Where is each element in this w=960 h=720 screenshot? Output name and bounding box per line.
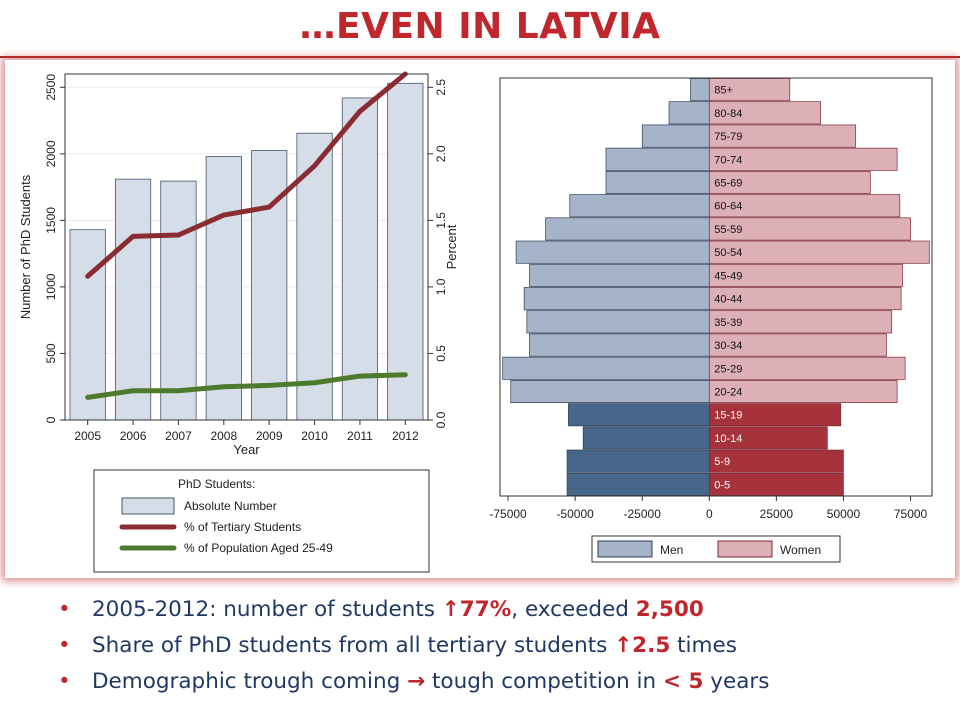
age-group-label: 75-79 bbox=[714, 131, 743, 144]
legend-label: Men bbox=[660, 543, 684, 557]
x-tick-label: 2005 bbox=[74, 429, 102, 443]
age-group-label: 15-19 bbox=[714, 409, 743, 422]
bullet-text: Demographic trough coming bbox=[92, 669, 408, 694]
age-group-label: 5-9 bbox=[714, 456, 731, 469]
x-tick-label: 75000 bbox=[893, 507, 928, 521]
age-group-label: 45-49 bbox=[714, 270, 743, 283]
y2-tick-label: 1.5 bbox=[434, 212, 448, 229]
population-pyramid-chart bbox=[482, 70, 937, 566]
bar-2008 bbox=[206, 157, 241, 420]
age-group-label: 55-59 bbox=[714, 223, 743, 236]
men-bar-75-79 bbox=[642, 125, 709, 147]
legend-title: PhD Students: bbox=[178, 477, 256, 491]
x-tick-label: 25000 bbox=[759, 507, 794, 521]
bullet-marker: • bbox=[58, 597, 71, 622]
y2-axis-label: Percent bbox=[444, 224, 459, 270]
bar-2012 bbox=[388, 83, 423, 420]
bullet-text: , exceeded bbox=[511, 597, 636, 622]
age-group-label: 25-29 bbox=[714, 363, 743, 376]
men-bar-15-19 bbox=[568, 404, 709, 426]
age-group-label: 10-14 bbox=[714, 432, 743, 445]
x-tick-label: 2011 bbox=[347, 429, 373, 443]
legend-label: % of Tertiary Students bbox=[184, 520, 302, 534]
y2-tick-label: 0.5 bbox=[434, 345, 448, 362]
men-bar-85+ bbox=[691, 78, 710, 100]
x-tick-label: 2008 bbox=[210, 429, 238, 443]
age-group-label: 35-39 bbox=[714, 316, 743, 329]
age-group-label: 65-69 bbox=[714, 177, 743, 190]
bullet-marker: • bbox=[58, 669, 71, 694]
bullet-marker: • bbox=[58, 633, 71, 658]
age-group-label: 0-5 bbox=[714, 479, 731, 492]
age-group-label: 30-34 bbox=[714, 340, 743, 353]
y-tick-label: 0 bbox=[44, 416, 58, 424]
bar-2011 bbox=[342, 98, 377, 420]
y2-tick-label: 2.0 bbox=[434, 145, 448, 163]
men-bar-20-24 bbox=[511, 380, 710, 402]
men-bar-55-59 bbox=[546, 218, 710, 240]
men-bar-45-49 bbox=[530, 264, 710, 286]
y-tick-label: 500 bbox=[44, 343, 58, 364]
y2-tick-label: 1.0 bbox=[434, 278, 448, 296]
men-bar-10-14 bbox=[583, 427, 709, 449]
age-group-label: 80-84 bbox=[714, 107, 743, 120]
bar-2009 bbox=[251, 151, 286, 420]
x-tick-label: 2010 bbox=[301, 429, 328, 443]
men-bar-80-84 bbox=[669, 102, 709, 124]
slide-title: …EVEN IN LATVIA bbox=[299, 6, 661, 47]
bullet-item bbox=[58, 592, 769, 628]
bullet-text: times bbox=[670, 633, 737, 658]
x-tick-label: 2009 bbox=[255, 429, 283, 443]
age-group-label: 60-64 bbox=[714, 200, 743, 213]
bullet-text: tough competition in bbox=[425, 669, 663, 694]
legend-swatch-bars bbox=[122, 498, 174, 514]
phd-students-chart bbox=[10, 60, 475, 575]
bullet-highlight: < 5 bbox=[662, 669, 704, 694]
bar-2007 bbox=[161, 181, 196, 420]
age-group-label: 50-54 bbox=[714, 247, 743, 260]
age-group-label: 70-74 bbox=[714, 154, 743, 167]
men-bar-40-44 bbox=[524, 287, 709, 309]
bar-2005 bbox=[70, 230, 105, 420]
legend-label: % of Population Aged 25-49 bbox=[184, 541, 333, 555]
bullet-item bbox=[58, 628, 769, 664]
x-tick-label: 2007 bbox=[165, 429, 192, 443]
men-bar-60-64 bbox=[570, 195, 710, 217]
y-tick-label: 1000 bbox=[44, 273, 58, 301]
title-divider bbox=[0, 56, 960, 58]
legend-label: Absolute Number bbox=[184, 499, 277, 513]
bullet-text: years bbox=[703, 669, 770, 694]
bullet-item bbox=[58, 664, 769, 700]
y-tick-label: 2000 bbox=[44, 140, 58, 168]
men-bar-70-74 bbox=[606, 148, 709, 170]
x-tick-label: -50000 bbox=[556, 507, 594, 521]
age-group-label: 85+ bbox=[714, 84, 733, 97]
bullet-list bbox=[58, 592, 769, 700]
men-bar-0-5 bbox=[567, 473, 709, 495]
legend-label: Women bbox=[780, 543, 822, 557]
men-bar-35-39 bbox=[527, 311, 709, 333]
bullet-highlight: 2,500 bbox=[635, 597, 704, 622]
y-axis-label: Number of PhD Students bbox=[18, 174, 33, 320]
age-group-label: 20-24 bbox=[714, 386, 743, 399]
x-tick-label: 2012 bbox=[391, 429, 419, 443]
age-group-label: 40-44 bbox=[714, 293, 743, 306]
x-tick-label: 50000 bbox=[826, 507, 861, 521]
men-bar-65-69 bbox=[606, 171, 709, 193]
y2-tick-label: 2.5 bbox=[434, 78, 448, 96]
legend-swatch-women bbox=[718, 541, 772, 557]
x-tick-label: 0 bbox=[705, 507, 713, 521]
x-axis-label: Year bbox=[233, 442, 260, 457]
men-bar-50-54 bbox=[516, 241, 709, 263]
men-bar-25-29 bbox=[503, 357, 710, 379]
y2-tick-label: 0.0 bbox=[434, 411, 448, 429]
bullet-highlight: ↑2.5 bbox=[614, 633, 671, 658]
x-tick-label: -25000 bbox=[623, 507, 661, 521]
bullet-highlight: ↑77% bbox=[441, 597, 512, 622]
y-tick-label: 2500 bbox=[44, 73, 58, 101]
bullet-highlight: → bbox=[407, 669, 426, 694]
y-tick-label: 1500 bbox=[44, 207, 58, 234]
bullet-text: 2005-2012: number of students bbox=[92, 597, 442, 622]
men-bar-30-34 bbox=[530, 334, 710, 356]
x-tick-label: 2006 bbox=[119, 429, 147, 443]
x-tick-label: -75000 bbox=[489, 507, 527, 521]
bullet-text: Share of PhD students from all tertiary students bbox=[92, 633, 615, 658]
men-bar-5-9 bbox=[567, 450, 709, 472]
legend-swatch-men bbox=[598, 541, 652, 557]
bar-2006 bbox=[115, 179, 150, 420]
